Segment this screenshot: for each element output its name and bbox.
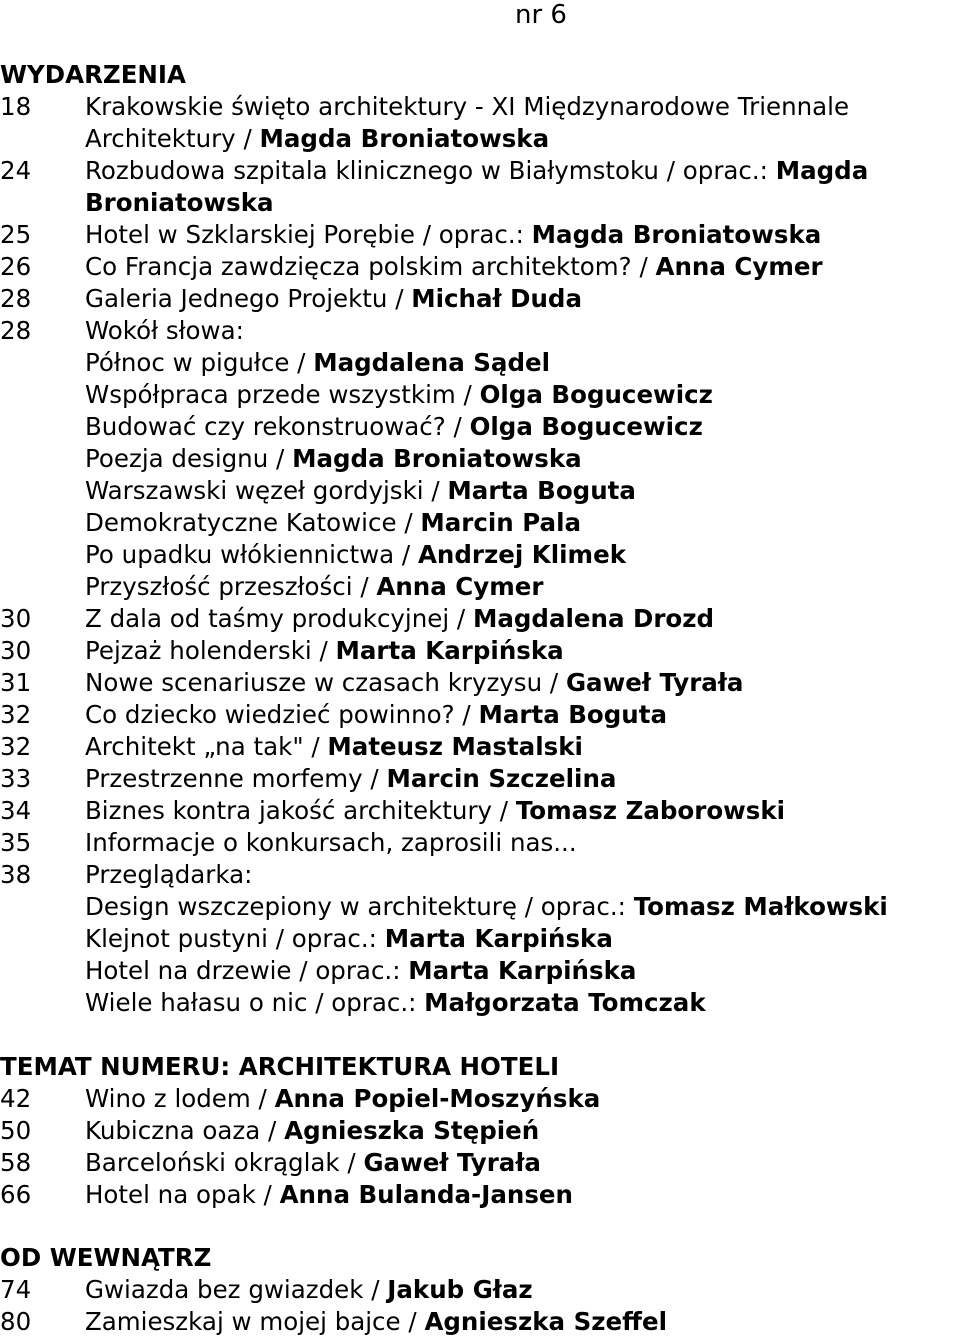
inside-section — [0, 1242, 960, 1338]
entry-title: Hotel na opak / — [85, 1180, 280, 1209]
entry-title: Klejnot pustyni / oprac.: — [85, 924, 385, 953]
entry-author: Michał Duda — [411, 284, 582, 313]
entry-author: Magdalena Sądel — [313, 348, 551, 377]
entry-author: Marta Boguta — [478, 700, 667, 729]
entry-author: Marta Karpińska — [335, 636, 564, 665]
entry-title: Wino z lodem / — [85, 1084, 275, 1113]
entry-title: Gwiazda bez gwiazdek / — [85, 1275, 388, 1304]
entry-title: Przyszłość przeszłości / — [85, 572, 377, 601]
entry-author: Magda Broniatowska — [292, 444, 582, 473]
toc-entry — [0, 859, 960, 891]
entry-author: Magdalena Drozd — [472, 604, 715, 633]
page-number: 35 — [0, 828, 32, 857]
entry-title: Barceloński okrąglak / — [85, 1148, 364, 1177]
toc-entry — [0, 315, 960, 347]
page-number: 28 — [0, 316, 32, 345]
toc-entry — [0, 795, 960, 827]
entry-title: Rozbudowa szpitala klinicznego w Białymstoku / oprac.: — [85, 156, 776, 185]
page-number: 24 — [0, 156, 32, 185]
entry-title: Demokratyczne Katowice / — [85, 508, 421, 537]
page-number: 28 — [0, 284, 32, 313]
entry-author: Tomasz Zaborowski — [515, 796, 786, 825]
toc-entry — [0, 763, 960, 795]
toc-subentry — [0, 379, 960, 411]
entry-title: Architekt „na tak" / — [85, 732, 328, 761]
toc-subentry — [0, 891, 960, 923]
toc-entry — [0, 283, 960, 315]
toc-entry — [0, 1306, 960, 1338]
entry-title: Hotel w Szklarskiej Porębie / oprac.: — [85, 220, 532, 249]
entry-title: Wiele hałasu o nic / oprac.: — [85, 988, 425, 1017]
entry-title: Informacje o konkursach, zaprosili nas... — [85, 828, 577, 857]
toc-entry — [0, 635, 960, 667]
page-number: 42 — [0, 1084, 32, 1113]
entry-title: Budować czy rekonstruować? / — [85, 412, 470, 441]
entry-author: Andrzej Klimek — [417, 540, 626, 569]
toc-entry — [0, 251, 960, 283]
entry-author: Marta Boguta — [447, 476, 636, 505]
toc-entry — [0, 1115, 960, 1147]
entry-author: Magda Broniatowska — [85, 156, 869, 217]
entry-title: Galeria Jednego Projektu / — [85, 284, 412, 313]
toc-subentry — [0, 411, 960, 443]
entry-author: Gaweł Tyrała — [565, 668, 744, 697]
toc-subentry — [0, 955, 960, 987]
entry-author: Marta Karpińska — [384, 924, 613, 953]
page-number: 33 — [0, 764, 32, 793]
entry-author: Marcin Szczelina — [386, 764, 617, 793]
issue-number: nr 6 — [515, 0, 567, 30]
entry-title: Północ w pigułce / — [85, 348, 314, 377]
entry-author: Agnieszka Stępień — [284, 1116, 540, 1145]
toc-entry — [0, 731, 960, 763]
toc-entry — [0, 1179, 960, 1211]
entry-author: Marcin Pala — [420, 508, 582, 537]
entry-author: Magda Broniatowska — [259, 124, 550, 153]
toc-entry — [0, 827, 960, 859]
toc-subentry — [0, 987, 960, 1019]
toc-subentry — [0, 347, 960, 379]
toc-subentry — [0, 475, 960, 507]
entry-title: Co dziecko wiedzieć powinno? / — [85, 700, 479, 729]
entry-title: Z dala od taśmy produkcyjnej / — [85, 604, 473, 633]
entry-author: Olga Bogucewicz — [469, 412, 703, 441]
page-number: 26 — [0, 252, 32, 281]
page-number: 30 — [0, 604, 32, 633]
page-number: 18 — [0, 92, 32, 121]
entry-title: Design wszczepiony w architekturę / oprac.: — [85, 892, 634, 921]
page-number: 50 — [0, 1116, 32, 1145]
entry-author: Anna Bulanda-Jansen — [279, 1180, 573, 1209]
entry-author: Małgorzata Tomczak — [424, 988, 706, 1017]
entry-title: Zamieszkaj w mojej bajce / — [85, 1307, 425, 1336]
entry-author: Jakub Głaz — [387, 1275, 533, 1304]
entry-title: Poezja designu / — [85, 444, 293, 473]
entry-title: Wokół słowa: — [85, 316, 244, 345]
theme-section — [0, 1051, 960, 1211]
toc-subentry — [0, 507, 960, 539]
section-heading: TEMAT NUMERU: ARCHITEKTURA HOTELI — [0, 1052, 560, 1081]
entry-author: Magda Broniatowska — [531, 220, 822, 249]
section-heading: WYDARZENIA — [0, 60, 187, 89]
entry-author: Anna Popiel-Moszyńska — [274, 1084, 601, 1113]
toc-entry — [0, 699, 960, 731]
toc-subentry — [0, 571, 960, 603]
section-heading: OD WEWNĄTRZ — [0, 1243, 212, 1272]
entry-author: Olga Bogucewicz — [479, 380, 713, 409]
entry-title: Warszawski węzeł gordyjski / — [85, 476, 448, 505]
toc-entry — [0, 1274, 960, 1306]
entry-author: Mateusz Mastalski — [327, 732, 583, 761]
page-number: 66 — [0, 1180, 32, 1209]
page-number: 34 — [0, 796, 32, 825]
toc-entry — [0, 603, 960, 635]
toc-entry — [0, 91, 960, 155]
page-number: 25 — [0, 220, 32, 249]
entry-author: Anna Cymer — [376, 572, 544, 601]
entry-title: Pejzaż holenderski / — [85, 636, 336, 665]
entry-title: Przestrzenne morfemy / — [85, 764, 387, 793]
entry-title: Biznes kontra jakość architektury / — [85, 796, 516, 825]
page-number: 58 — [0, 1148, 32, 1177]
entry-author: Agnieszka Szeffel — [424, 1307, 667, 1336]
entry-title: Nowe scenariusze w czasach kryzysu / — [85, 668, 566, 697]
page-number: 32 — [0, 732, 32, 761]
entry-title: Co Francja zawdzięcza polskim architektom? / — [85, 252, 656, 281]
toc-subentry — [0, 923, 960, 955]
entry-title: Po upadku włókiennictwa / — [85, 540, 418, 569]
entry-title: Hotel na drzewie / oprac.: — [85, 956, 409, 985]
entry-title: Współpraca przede wszystkim / — [85, 380, 480, 409]
toc-entry — [0, 219, 960, 251]
page-number: 74 — [0, 1275, 32, 1304]
page-number: 32 — [0, 700, 32, 729]
events-section — [0, 59, 960, 1019]
toc-entry — [0, 155, 960, 219]
toc-entry — [0, 1083, 960, 1115]
page-number: 30 — [0, 636, 32, 665]
entry-title: Krakowskie święto architektury - XI Międzynarodowe Triennale Architektury / — [85, 92, 850, 153]
entry-author: Gaweł Tyrała — [363, 1148, 541, 1177]
toc-subentry — [0, 443, 960, 475]
page-number: 80 — [0, 1307, 32, 1336]
toc-entry — [0, 667, 960, 699]
toc-entry — [0, 1147, 960, 1179]
entry-author: Tomasz Małkowski — [633, 892, 888, 921]
entry-author: Anna Cymer — [655, 252, 823, 281]
entry-author: Marta Karpińska — [408, 956, 637, 985]
page-number: 31 — [0, 668, 32, 697]
toc-subentry — [0, 539, 960, 571]
entry-title: Kubiczna oaza / — [85, 1116, 285, 1145]
page-number: 38 — [0, 860, 32, 889]
entry-title: Przeglądarka: — [85, 860, 253, 889]
